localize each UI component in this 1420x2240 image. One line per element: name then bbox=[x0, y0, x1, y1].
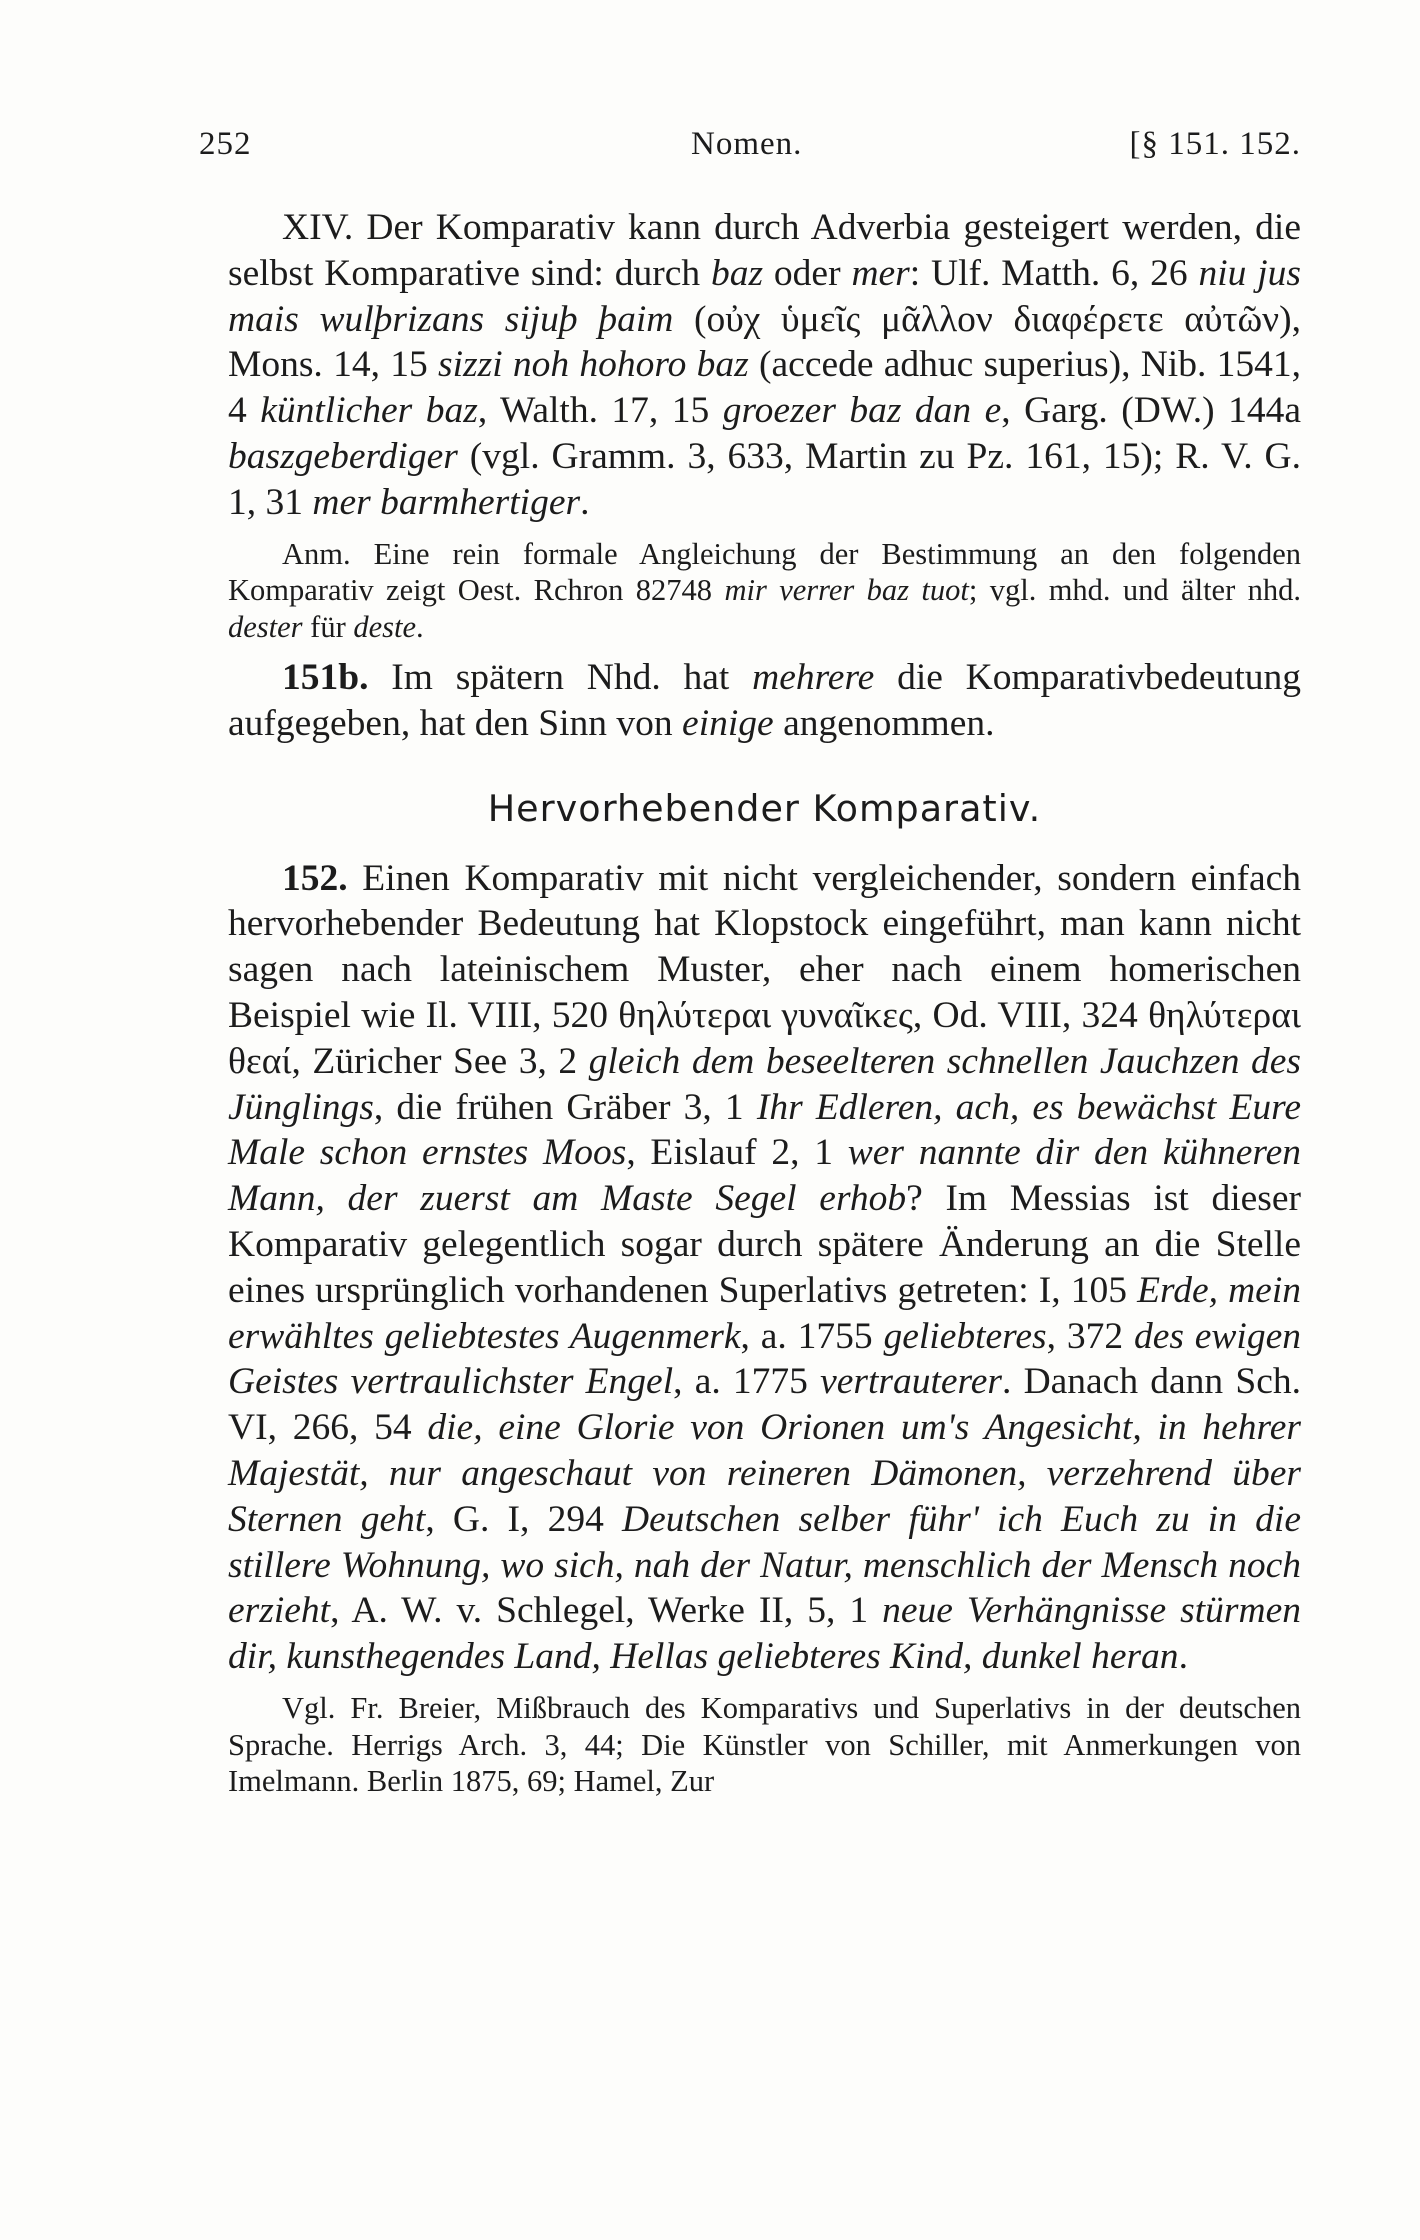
section-heading: Hervorhebender Komparativ. bbox=[487, 786, 1042, 830]
paragraph-151b: 151b. Im spätern Nhd. hat mehrere die Komparativbedeutung aufgegeben, hat den Sinn von einige angenommen. bbox=[228, 657, 1301, 744]
bibliography-note: Vgl. Fr. Breier, Mißbrauch des Komparativs und Superlativs in der deutschen Sprache. Herrigs Arch. 3, 44; Die Künstler von Schiller, mit Anmerkungen von Imelmann. Berlin 1875, 69; Hamel, Zur bbox=[228, 1691, 1301, 1799]
running-header bbox=[199, 126, 1301, 170]
annotation-note: Anm. Eine rein formale Angleichung der Bestimmung an den folgenden Komparativ zeigt Oest. Rchron 82748 mir verrer baz tuot; vgl. mhd. und älter nhd. dester für deste. bbox=[228, 536, 1301, 644]
running-title: Nomen. bbox=[691, 126, 803, 162]
paragraph-xiv: XIV. Der Komparativ kann durch Adverbia gesteigert werden, die selbst Komparative sind: durch baz oder mer: Ulf. Matth. 6, 26 niu jus mais wulþrizans sijuþ þaim (οὐχ ὑμεῖς μᾶλλον διαφέρετε αὐτῶν), Mons. 14, 15 sizzi noh hohoro baz (accede adhuc superius), Nib. 1541, 4 küntlicher baz, Walth. 17, 15 groezer baz dan e, Garg. (DW.) 144a baszgeberdiger (vgl. Gramm. 3, 633, Martin zu Pz. 161, 15); R. V. G. 1, 31 mer barmhertiger. bbox=[228, 207, 1302, 523]
page-number: 252 bbox=[199, 126, 252, 162]
page-body bbox=[228, 205, 1301, 1800]
section-number-152: 152. bbox=[282, 857, 348, 899]
section-number-151b: 151b. bbox=[282, 657, 369, 699]
section-reference: [§ 151. 152. bbox=[1129, 126, 1301, 162]
paragraph-152: 152. Einen Komparativ mit nicht vergleichender, sondern einfach hervorhebender Bedeutung hat Klopstock eingeführt, man kann nicht sagen nach lateinischem Muster, eher nach einem homerischen Beispiel wie Il. VIII, 520 θηλύτεραι γυναῖκες, Od. VIII, 324 θηλύτεραι θεαί, Züricher See 3, 2 gleich dem beseelteren schnellen Jauchzen des Jünglings, die frühen Gräber 3, 1 Ihr Edleren, ach, es bewächst Eure Male schon ernstes Moos, Eislauf 2, 1 wer nannte dir den kühneren Mann, der zuerst am Maste Segel erhob? Im Messias ist dieser Komparativ gelegentlich sogar durch spätere Änderung an die Stelle eines ursprünglich vorhandenen Superlativs getreten: I, 105 Erde, mein erwähltes geliebtestes Augenmerk, a. 1755 geliebteres, 372 des ewigen Geistes vertraulichster Engel, a. 1775 vertrauterer. Danach dann Sch. VI, 266, 54 die, eine Glorie von Orionen um's Angesicht, in hehrer Majestät, nur angeschaut von reineren Dämonen, verzehrend über Sternen geht, G. I, 294 Deutschen selber führ' ich Euch zu in die stillere Wohnung, wo sich, nah der Natur, menschlich der Mensch noch erzieht, A. W. v. Schlegel, Werke II, 5, 1 neue Verhängnisse stürmen dir, kunsthegendes Land, Hellas geliebteres Kind, dunkel heran. bbox=[228, 857, 1301, 1678]
